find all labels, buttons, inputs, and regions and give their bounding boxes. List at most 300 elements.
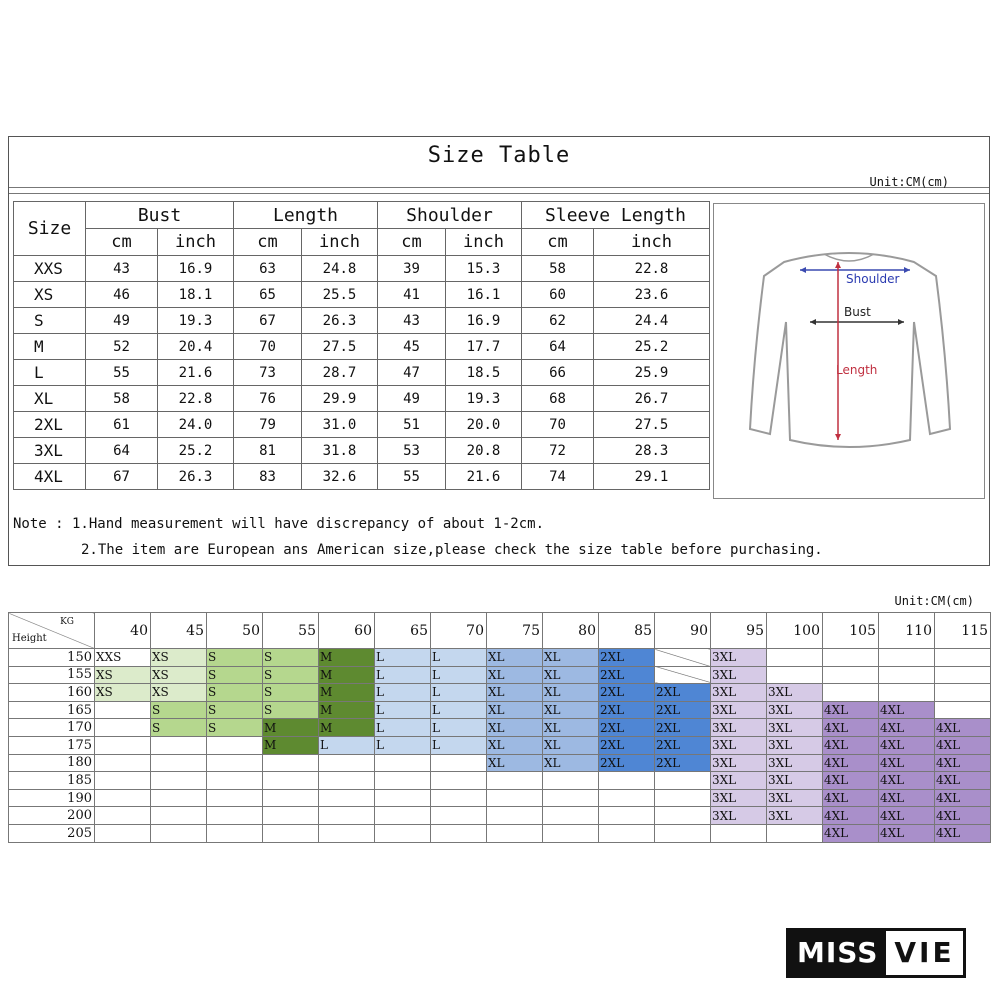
table-cell: 25.2 <box>158 438 234 464</box>
table-cell: 39 <box>378 256 446 282</box>
size-cell <box>319 807 375 825</box>
size-cell: S <box>263 701 319 719</box>
size-cell <box>599 772 655 790</box>
size-cell: 4XL <box>935 719 991 737</box>
size-cell: XL <box>487 684 543 702</box>
size-cell: S <box>207 719 263 737</box>
size-cell <box>151 824 207 842</box>
size-cell <box>375 807 431 825</box>
table-cell: 21.6 <box>158 360 234 386</box>
size-cell <box>207 807 263 825</box>
size-cell: 2XL <box>599 719 655 737</box>
table-cell: 26.3 <box>158 464 234 490</box>
size-cell: XL <box>487 701 543 719</box>
sub-header-cm: cm <box>522 229 594 256</box>
height-label: 155 <box>9 666 95 684</box>
size-cell <box>263 807 319 825</box>
corner-height-label: Height <box>12 633 47 644</box>
height-row <box>9 807 991 825</box>
size-cell <box>487 807 543 825</box>
size-cell: XL <box>543 754 599 772</box>
size-cell <box>375 789 431 807</box>
size-cell <box>823 666 879 684</box>
size-cell: 4XL <box>823 789 879 807</box>
size-cell <box>935 701 991 719</box>
size-cell: 4XL <box>879 701 935 719</box>
table-row <box>14 464 710 490</box>
corner-cell <box>9 613 95 649</box>
weight-header-cell: 45 <box>151 613 207 649</box>
size-cell <box>95 824 151 842</box>
table-cell: 20.4 <box>158 334 234 360</box>
weight-header-cell: 40 <box>95 613 151 649</box>
size-cell: S <box>263 649 319 667</box>
unit-label: Unit:CM(cm) <box>869 175 949 189</box>
size-cell: 2XL <box>655 719 711 737</box>
size-cell: 4XL <box>879 772 935 790</box>
size-cell <box>375 754 431 772</box>
size-cell <box>431 807 487 825</box>
height-row <box>9 684 991 702</box>
table-cell: 47 <box>378 360 446 386</box>
size-cell: 3XL <box>767 789 823 807</box>
size-cell: XL <box>487 666 543 684</box>
size-cell <box>431 772 487 790</box>
size-cell <box>263 754 319 772</box>
size-cell <box>767 649 823 667</box>
size-cell: 3XL <box>711 772 767 790</box>
size-cell: L <box>431 719 487 737</box>
size-cell <box>95 719 151 737</box>
size-cell <box>655 824 711 842</box>
weight-header-cell: 55 <box>263 613 319 649</box>
size-cell: 3XL <box>767 684 823 702</box>
size-cell: 3XL <box>711 684 767 702</box>
size-cell: M <box>263 736 319 754</box>
size-cell: 2XL <box>599 684 655 702</box>
size-cell: 2XL <box>599 666 655 684</box>
size-cell <box>543 824 599 842</box>
height-row <box>9 701 991 719</box>
table-cell: 22.8 <box>594 256 710 282</box>
height-row <box>9 772 991 790</box>
size-cell <box>655 772 711 790</box>
table-cell: 55 <box>378 464 446 490</box>
table-cell: 74 <box>522 464 594 490</box>
table-cell: 24.0 <box>158 412 234 438</box>
size-cell: 3XL <box>711 701 767 719</box>
height-label: 205 <box>9 824 95 842</box>
size-cell <box>599 807 655 825</box>
size-cell: L <box>375 701 431 719</box>
size-cell: XL <box>487 754 543 772</box>
table-cell: 62 <box>522 308 594 334</box>
table-cell: 45 <box>378 334 446 360</box>
size-cell <box>599 824 655 842</box>
size-cell: S <box>263 684 319 702</box>
table-row <box>14 256 710 282</box>
weight-height-table <box>8 612 991 843</box>
size-cell <box>487 772 543 790</box>
size-cell: XL <box>543 649 599 667</box>
table-cell: 52 <box>86 334 158 360</box>
height-row <box>9 736 991 754</box>
height-label: 175 <box>9 736 95 754</box>
size-cell: XL <box>487 736 543 754</box>
diagram-length-label: Length <box>836 363 878 377</box>
size-cell: XS <box>151 684 207 702</box>
size-cell: 3XL <box>711 736 767 754</box>
height-row <box>9 666 991 684</box>
table-row <box>14 360 710 386</box>
size-cell: 4XL <box>935 807 991 825</box>
note-2: 2.The item are European ans American size,please check the size table before purchasing. <box>81 542 823 558</box>
table-cell: 49 <box>378 386 446 412</box>
size-cell <box>431 789 487 807</box>
size-cell <box>263 772 319 790</box>
size-cell: 4XL <box>823 719 879 737</box>
size-label: S <box>14 308 86 334</box>
table-cell: 65 <box>234 282 302 308</box>
size-cell: XS <box>95 666 151 684</box>
table-cell: 20.8 <box>446 438 522 464</box>
size-cell: XL <box>487 649 543 667</box>
size-cell: XS <box>95 684 151 702</box>
weight-header-cell: 50 <box>207 613 263 649</box>
size-cell: 4XL <box>935 736 991 754</box>
size-cell <box>935 666 991 684</box>
size-cell <box>599 789 655 807</box>
diagram-bust-label: Bust <box>844 305 871 319</box>
table-cell: 28.7 <box>302 360 378 386</box>
size-cell: XL <box>543 684 599 702</box>
table-cell: 25.5 <box>302 282 378 308</box>
weight-header-cell: 60 <box>319 613 375 649</box>
weight-header-cell: 80 <box>543 613 599 649</box>
size-cell: 3XL <box>767 754 823 772</box>
size-cell <box>207 754 263 772</box>
weight-header-cell: 100 <box>767 613 823 649</box>
weight-header-cell: 85 <box>599 613 655 649</box>
table-cell: 18.1 <box>158 282 234 308</box>
size-cell: 4XL <box>823 807 879 825</box>
height-label: 180 <box>9 754 95 772</box>
garment-diagram <box>713 203 985 499</box>
group-header-length: Length <box>234 202 378 229</box>
size-label: 3XL <box>14 438 86 464</box>
size-cell <box>767 824 823 842</box>
size-cell <box>823 684 879 702</box>
size-cell: 3XL <box>767 736 823 754</box>
table-cell: 20.0 <box>446 412 522 438</box>
sub-header-cm: cm <box>234 229 302 256</box>
size-cell <box>151 772 207 790</box>
size-cell <box>151 754 207 772</box>
size-cell <box>823 649 879 667</box>
shirt-icon <box>714 204 984 498</box>
group-header-bust: Bust <box>86 202 234 229</box>
size-cell <box>95 754 151 772</box>
size-cell: S <box>207 701 263 719</box>
table-cell: 73 <box>234 360 302 386</box>
weight-header-cell: 95 <box>711 613 767 649</box>
sub-header-inch: inch <box>302 229 378 256</box>
size-cell <box>263 824 319 842</box>
size-cell: 4XL <box>823 736 879 754</box>
logo-right: VIE <box>886 931 962 975</box>
height-label: 200 <box>9 807 95 825</box>
corner-kg-label: KG <box>60 617 74 627</box>
table-row <box>14 438 710 464</box>
size-cell: L <box>431 736 487 754</box>
size-cell: L <box>431 701 487 719</box>
size-cell: 2XL <box>599 701 655 719</box>
table-cell: 76 <box>234 386 302 412</box>
size-cell: 4XL <box>879 719 935 737</box>
size-cell: 4XL <box>879 807 935 825</box>
size-cell <box>879 649 935 667</box>
weight-header-cell: 75 <box>487 613 543 649</box>
table-cell: 63 <box>234 256 302 282</box>
size-cell: 2XL <box>599 649 655 667</box>
table-cell: 81 <box>234 438 302 464</box>
table-cell: 46 <box>86 282 158 308</box>
size-cell: 2XL <box>655 736 711 754</box>
height-row <box>9 789 991 807</box>
size-cell: 4XL <box>823 824 879 842</box>
size-cell: 4XL <box>879 736 935 754</box>
size-cell: 4XL <box>879 789 935 807</box>
table-cell: 66 <box>522 360 594 386</box>
size-table <box>13 201 710 490</box>
table-cell: 61 <box>86 412 158 438</box>
table-row <box>14 386 710 412</box>
sub-header-cm: cm <box>378 229 446 256</box>
size-cell: 2XL <box>655 701 711 719</box>
size-cell <box>95 789 151 807</box>
table-cell: 51 <box>378 412 446 438</box>
size-cell <box>319 772 375 790</box>
height-label: 190 <box>9 789 95 807</box>
size-cell: L <box>375 719 431 737</box>
size-cell: 3XL <box>711 649 767 667</box>
table-cell: 29.1 <box>594 464 710 490</box>
table-cell: 53 <box>378 438 446 464</box>
table-cell: 67 <box>86 464 158 490</box>
size-cell: 4XL <box>823 701 879 719</box>
size-cell: XL <box>543 736 599 754</box>
size-cell: L <box>375 736 431 754</box>
size-label: M <box>14 334 86 360</box>
size-cell <box>375 772 431 790</box>
height-row <box>9 824 991 842</box>
size-cell: S <box>151 701 207 719</box>
table-cell: 24.8 <box>302 256 378 282</box>
size-cell: M <box>319 719 375 737</box>
height-row <box>9 719 991 737</box>
size-cell: L <box>431 684 487 702</box>
note-1: Note : 1.Hand measurement will have discrepancy of about 1-2cm. <box>13 516 545 532</box>
table-cell: 22.8 <box>158 386 234 412</box>
table-cell: 25.9 <box>594 360 710 386</box>
size-cell: XXS <box>95 649 151 667</box>
size-cell <box>207 772 263 790</box>
size-cell: L <box>375 666 431 684</box>
size-cell <box>487 824 543 842</box>
table-row <box>14 412 710 438</box>
table-row <box>14 308 710 334</box>
size-cell: 3XL <box>711 719 767 737</box>
table-cell: 32.6 <box>302 464 378 490</box>
table-cell: 19.3 <box>446 386 522 412</box>
notes <box>13 511 823 563</box>
size-label: XXS <box>14 256 86 282</box>
size-cell <box>95 807 151 825</box>
table-cell: 58 <box>86 386 158 412</box>
size-cell <box>151 736 207 754</box>
size-cell: XS <box>151 649 207 667</box>
size-cell: 4XL <box>823 754 879 772</box>
table-cell: 64 <box>86 438 158 464</box>
size-cell <box>767 666 823 684</box>
size-cell <box>95 701 151 719</box>
group-header-shoulder: Shoulder <box>378 202 522 229</box>
table-cell: 24.4 <box>594 308 710 334</box>
weight-header-cell: 90 <box>655 613 711 649</box>
size-cell: 4XL <box>823 772 879 790</box>
sub-header-cm: cm <box>86 229 158 256</box>
size-cell: S <box>207 666 263 684</box>
size-cell: 3XL <box>767 701 823 719</box>
height-label: 150 <box>9 649 95 667</box>
size-cell: 2XL <box>599 754 655 772</box>
weight-header-cell: 65 <box>375 613 431 649</box>
size-cell: XL <box>543 719 599 737</box>
size-cell: 2XL <box>599 736 655 754</box>
weight-header-cell: 115 <box>935 613 991 649</box>
size-table-sheet <box>8 136 990 566</box>
size-cell: 3XL <box>767 719 823 737</box>
size-cell: 3XL <box>767 807 823 825</box>
sub-header-inch: inch <box>594 229 710 256</box>
size-cell <box>95 772 151 790</box>
table-cell: 17.7 <box>446 334 522 360</box>
size-cell: L <box>431 649 487 667</box>
table-cell: 23.6 <box>594 282 710 308</box>
size-cell: L <box>375 684 431 702</box>
size-label: XS <box>14 282 86 308</box>
table-cell: 21.6 <box>446 464 522 490</box>
page-title: Size Table <box>427 143 571 168</box>
size-cell: 3XL <box>711 754 767 772</box>
group-header-sleeve: Sleeve Length <box>522 202 710 229</box>
size-cell <box>543 772 599 790</box>
table-cell: 19.3 <box>158 308 234 334</box>
table-cell: 31.0 <box>302 412 378 438</box>
table-cell: 70 <box>522 412 594 438</box>
size-label: XL <box>14 386 86 412</box>
size-cell: 4XL <box>935 824 991 842</box>
size-cell: 4XL <box>935 772 991 790</box>
size-cell <box>319 754 375 772</box>
height-label: 165 <box>9 701 95 719</box>
size-cell <box>879 666 935 684</box>
table-cell: 31.8 <box>302 438 378 464</box>
size-header: Size <box>14 202 86 256</box>
size-cell <box>431 824 487 842</box>
size-cell: M <box>319 684 375 702</box>
size-cell: S <box>263 666 319 684</box>
height-row <box>9 754 991 772</box>
size-cell: XL <box>543 701 599 719</box>
size-cell <box>207 789 263 807</box>
size-label: L <box>14 360 86 386</box>
size-cell <box>319 789 375 807</box>
table-cell: 58 <box>522 256 594 282</box>
table-cell: 70 <box>234 334 302 360</box>
table-cell: 41 <box>378 282 446 308</box>
size-cell: M <box>319 649 375 667</box>
size-cell <box>151 807 207 825</box>
size-cell: XL <box>487 719 543 737</box>
table-cell: 29.9 <box>302 386 378 412</box>
unit-label-2: Unit:CM(cm) <box>894 594 974 608</box>
brand-logo <box>786 928 966 978</box>
size-cell <box>655 789 711 807</box>
size-cell: XS <box>151 666 207 684</box>
size-cell: L <box>319 736 375 754</box>
size-cell <box>375 824 431 842</box>
table-cell: 79 <box>234 412 302 438</box>
height-row <box>9 649 991 667</box>
table-cell: 68 <box>522 386 594 412</box>
table-cell: 25.2 <box>594 334 710 360</box>
size-cell: 4XL <box>879 754 935 772</box>
table-cell: 43 <box>378 308 446 334</box>
size-cell: L <box>375 649 431 667</box>
size-cell <box>655 649 711 667</box>
table-cell: 72 <box>522 438 594 464</box>
size-cell: 4XL <box>935 789 991 807</box>
size-cell <box>207 736 263 754</box>
table-cell: 15.3 <box>446 256 522 282</box>
size-cell: 3XL <box>711 789 767 807</box>
table-cell: 67 <box>234 308 302 334</box>
table-cell: 26.3 <box>302 308 378 334</box>
size-label: 2XL <box>14 412 86 438</box>
table-cell: 64 <box>522 334 594 360</box>
sub-header-inch: inch <box>446 229 522 256</box>
height-label: 170 <box>9 719 95 737</box>
height-label: 160 <box>9 684 95 702</box>
size-cell: 3XL <box>767 772 823 790</box>
table-cell: 18.5 <box>446 360 522 386</box>
table-row <box>14 334 710 360</box>
size-cell: M <box>319 666 375 684</box>
size-cell: 4XL <box>935 754 991 772</box>
table-cell: 16.9 <box>446 308 522 334</box>
size-cell <box>207 824 263 842</box>
size-cell <box>879 684 935 702</box>
size-cell: M <box>319 701 375 719</box>
size-cell <box>543 789 599 807</box>
size-cell: 4XL <box>879 824 935 842</box>
size-cell <box>487 789 543 807</box>
table-cell: 16.9 <box>158 256 234 282</box>
table-cell: 27.5 <box>594 412 710 438</box>
weight-header-row <box>9 613 991 649</box>
weight-header-cell: 105 <box>823 613 879 649</box>
